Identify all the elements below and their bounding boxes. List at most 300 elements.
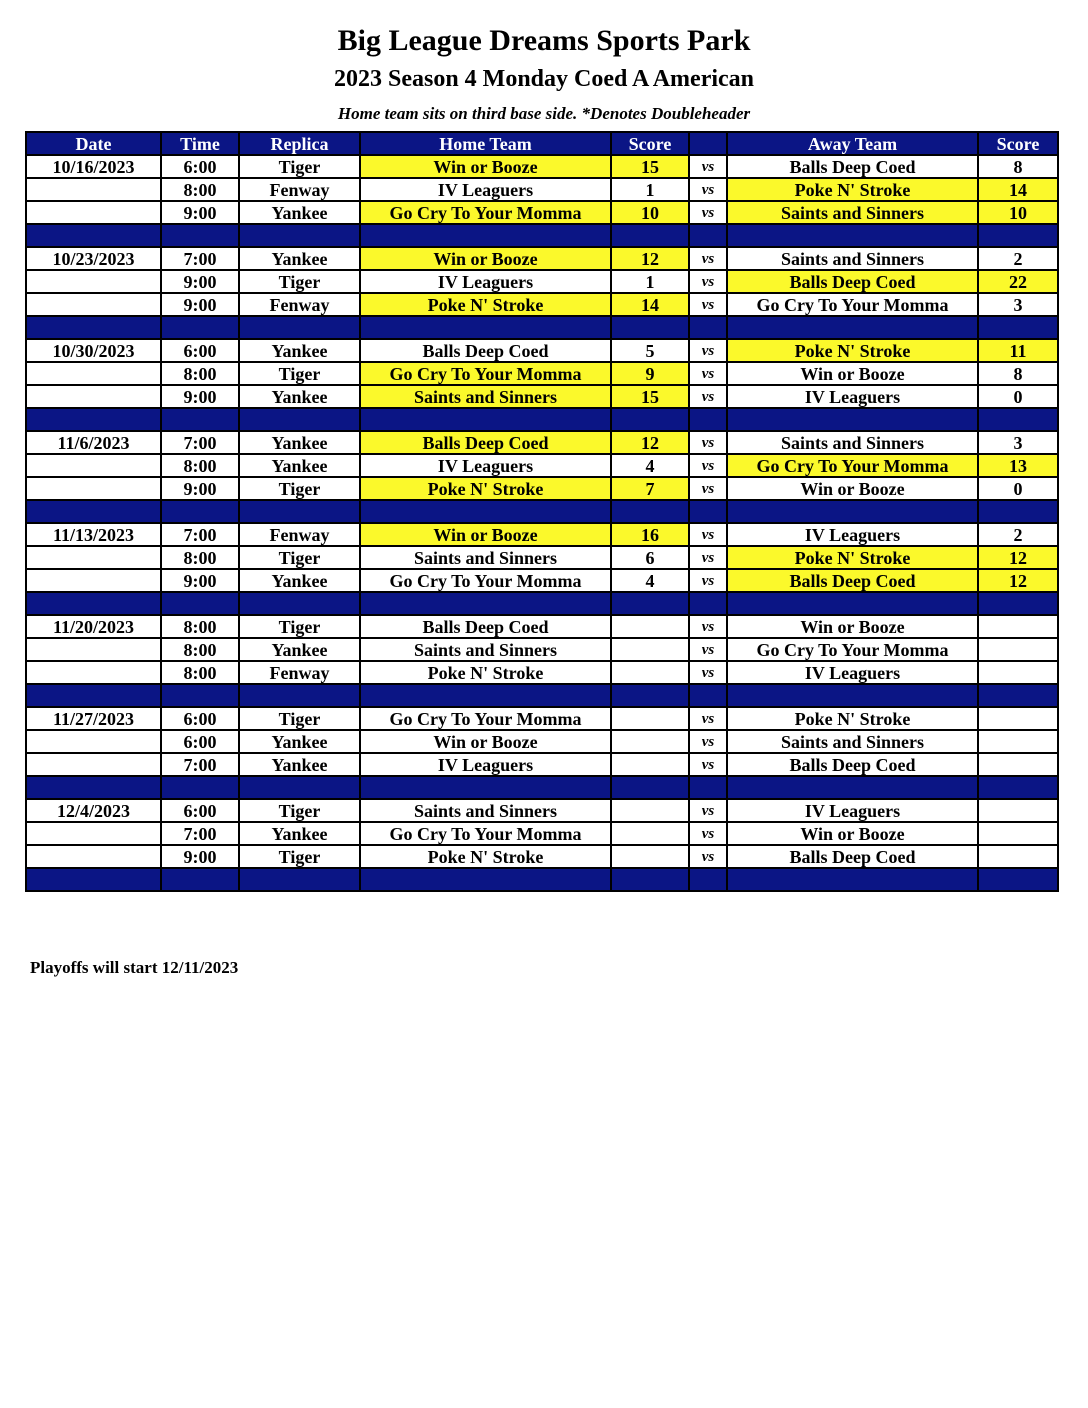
game-replica: Yankee bbox=[239, 431, 360, 454]
week-separator-row bbox=[26, 408, 1058, 431]
game-row bbox=[26, 523, 1058, 546]
game-replica: Yankee bbox=[239, 385, 360, 408]
away-team: Balls Deep Coed bbox=[727, 753, 978, 776]
home-score: 4 bbox=[611, 454, 689, 477]
col-home-team-header: Home Team bbox=[360, 132, 611, 155]
separator-cell bbox=[161, 408, 239, 431]
home-team: Poke N' Stroke bbox=[360, 293, 611, 316]
away-team: IV Leaguers bbox=[727, 661, 978, 684]
week-separator-row bbox=[26, 776, 1058, 799]
week-separator-row bbox=[26, 500, 1058, 523]
away-score bbox=[978, 845, 1058, 868]
separator-cell bbox=[161, 868, 239, 891]
separator-cell bbox=[161, 224, 239, 247]
away-score: 0 bbox=[978, 477, 1058, 500]
game-replica: Tiger bbox=[239, 707, 360, 730]
game-time: 9:00 bbox=[161, 845, 239, 868]
away-team: Balls Deep Coed bbox=[727, 270, 978, 293]
separator-cell bbox=[239, 316, 360, 339]
home-score: 5 bbox=[611, 339, 689, 362]
game-date bbox=[26, 178, 161, 201]
game-replica: Yankee bbox=[239, 454, 360, 477]
away-team: Poke N' Stroke bbox=[727, 339, 978, 362]
home-score: 4 bbox=[611, 569, 689, 592]
game-replica: Tiger bbox=[239, 155, 360, 178]
game-replica: Yankee bbox=[239, 753, 360, 776]
vs-label: vs bbox=[689, 546, 727, 569]
game-time: 6:00 bbox=[161, 339, 239, 362]
vs-label: vs bbox=[689, 293, 727, 316]
game-time: 9:00 bbox=[161, 293, 239, 316]
home-score: 16 bbox=[611, 523, 689, 546]
away-team: Saints and Sinners bbox=[727, 247, 978, 270]
home-score: 14 bbox=[611, 293, 689, 316]
separator-cell bbox=[26, 224, 161, 247]
home-score bbox=[611, 707, 689, 730]
game-time: 8:00 bbox=[161, 638, 239, 661]
game-time: 9:00 bbox=[161, 477, 239, 500]
separator-cell bbox=[689, 684, 727, 707]
away-team: Win or Booze bbox=[727, 362, 978, 385]
away-score: 12 bbox=[978, 546, 1058, 569]
away-score bbox=[978, 822, 1058, 845]
vs-label: vs bbox=[689, 661, 727, 684]
separator-cell bbox=[727, 684, 978, 707]
separator-cell bbox=[360, 316, 611, 339]
home-team: Balls Deep Coed bbox=[360, 431, 611, 454]
game-time: 7:00 bbox=[161, 523, 239, 546]
game-date: 11/20/2023 bbox=[26, 615, 161, 638]
home-score: 15 bbox=[611, 155, 689, 178]
home-score bbox=[611, 753, 689, 776]
separator-cell bbox=[26, 408, 161, 431]
separator-cell bbox=[978, 684, 1058, 707]
separator-cell bbox=[239, 408, 360, 431]
game-row bbox=[26, 201, 1058, 224]
game-time: 9:00 bbox=[161, 385, 239, 408]
game-date bbox=[26, 270, 161, 293]
week-separator-row bbox=[26, 224, 1058, 247]
away-team: IV Leaguers bbox=[727, 385, 978, 408]
vs-label: vs bbox=[689, 247, 727, 270]
away-score bbox=[978, 799, 1058, 822]
away-score: 2 bbox=[978, 247, 1058, 270]
home-score bbox=[611, 730, 689, 753]
separator-cell bbox=[26, 592, 161, 615]
separator-cell bbox=[727, 500, 978, 523]
game-date bbox=[26, 730, 161, 753]
col-date-header: Date bbox=[26, 132, 161, 155]
game-replica: Fenway bbox=[239, 293, 360, 316]
game-time: 8:00 bbox=[161, 661, 239, 684]
home-score bbox=[611, 822, 689, 845]
game-date: 10/16/2023 bbox=[26, 155, 161, 178]
game-time: 7:00 bbox=[161, 822, 239, 845]
schedule-table bbox=[25, 131, 1059, 892]
game-time: 7:00 bbox=[161, 247, 239, 270]
game-row bbox=[26, 454, 1058, 477]
game-replica: Tiger bbox=[239, 477, 360, 500]
separator-cell bbox=[727, 592, 978, 615]
game-time: 8:00 bbox=[161, 615, 239, 638]
away-team: Win or Booze bbox=[727, 822, 978, 845]
away-team: Balls Deep Coed bbox=[727, 155, 978, 178]
game-row bbox=[26, 477, 1058, 500]
vs-label: vs bbox=[689, 477, 727, 500]
separator-cell bbox=[978, 500, 1058, 523]
separator-cell bbox=[161, 592, 239, 615]
home-team: Win or Booze bbox=[360, 523, 611, 546]
game-time: 9:00 bbox=[161, 201, 239, 224]
away-score: 14 bbox=[978, 178, 1058, 201]
vs-label: vs bbox=[689, 799, 727, 822]
separator-cell bbox=[26, 500, 161, 523]
game-replica: Fenway bbox=[239, 178, 360, 201]
game-time: 8:00 bbox=[161, 454, 239, 477]
vs-label: vs bbox=[689, 822, 727, 845]
game-replica: Fenway bbox=[239, 661, 360, 684]
game-date: 11/6/2023 bbox=[26, 431, 161, 454]
game-row bbox=[26, 638, 1058, 661]
game-date bbox=[26, 661, 161, 684]
separator-cell bbox=[978, 316, 1058, 339]
home-team: IV Leaguers bbox=[360, 753, 611, 776]
away-team: Saints and Sinners bbox=[727, 730, 978, 753]
game-time: 6:00 bbox=[161, 799, 239, 822]
game-row bbox=[26, 178, 1058, 201]
game-date bbox=[26, 385, 161, 408]
away-score: 2 bbox=[978, 523, 1058, 546]
vs-label: vs bbox=[689, 845, 727, 868]
page-title: Big League Dreams Sports Park bbox=[337, 24, 751, 57]
separator-cell bbox=[26, 316, 161, 339]
away-score: 3 bbox=[978, 431, 1058, 454]
separator-cell bbox=[727, 868, 978, 891]
game-date bbox=[26, 454, 161, 477]
week-separator-row bbox=[26, 684, 1058, 707]
away-team: Poke N' Stroke bbox=[727, 707, 978, 730]
game-row bbox=[26, 247, 1058, 270]
separator-cell bbox=[689, 316, 727, 339]
game-date: 11/13/2023 bbox=[26, 523, 161, 546]
away-team: Poke N' Stroke bbox=[727, 546, 978, 569]
game-row bbox=[26, 362, 1058, 385]
away-team: IV Leaguers bbox=[727, 799, 978, 822]
separator-cell bbox=[161, 776, 239, 799]
game-replica: Yankee bbox=[239, 638, 360, 661]
vs-label: vs bbox=[689, 201, 727, 224]
separator-cell bbox=[360, 592, 611, 615]
game-date: 11/27/2023 bbox=[26, 707, 161, 730]
col-away-score-header: Score bbox=[978, 132, 1058, 155]
away-score bbox=[978, 661, 1058, 684]
away-score: 22 bbox=[978, 270, 1058, 293]
separator-cell bbox=[239, 776, 360, 799]
home-score: 10 bbox=[611, 201, 689, 224]
away-score bbox=[978, 707, 1058, 730]
home-team: Balls Deep Coed bbox=[360, 339, 611, 362]
game-replica: Yankee bbox=[239, 569, 360, 592]
game-replica: Yankee bbox=[239, 339, 360, 362]
away-team: Poke N' Stroke bbox=[727, 178, 978, 201]
separator-cell bbox=[239, 592, 360, 615]
home-team: Win or Booze bbox=[360, 730, 611, 753]
game-replica: Yankee bbox=[239, 201, 360, 224]
separator-cell bbox=[978, 224, 1058, 247]
game-date bbox=[26, 753, 161, 776]
game-row bbox=[26, 339, 1058, 362]
separator-cell bbox=[360, 776, 611, 799]
game-row bbox=[26, 293, 1058, 316]
separator-cell bbox=[161, 316, 239, 339]
home-team: Saints and Sinners bbox=[360, 638, 611, 661]
home-team: Saints and Sinners bbox=[360, 385, 611, 408]
game-row bbox=[26, 845, 1058, 868]
home-team: Go Cry To Your Momma bbox=[360, 822, 611, 845]
separator-cell bbox=[161, 684, 239, 707]
game-date: 12/4/2023 bbox=[26, 799, 161, 822]
game-replica: Tiger bbox=[239, 845, 360, 868]
game-date bbox=[26, 845, 161, 868]
home-score: 9 bbox=[611, 362, 689, 385]
home-score: 12 bbox=[611, 431, 689, 454]
separator-cell bbox=[360, 408, 611, 431]
game-replica: Tiger bbox=[239, 615, 360, 638]
home-score: 12 bbox=[611, 247, 689, 270]
col-time-header: Time bbox=[161, 132, 239, 155]
header-row bbox=[26, 132, 1058, 155]
separator-cell bbox=[978, 592, 1058, 615]
game-row bbox=[26, 615, 1058, 638]
vs-label: vs bbox=[689, 569, 727, 592]
separator-cell bbox=[727, 776, 978, 799]
away-team: Go Cry To Your Momma bbox=[727, 638, 978, 661]
separator-cell bbox=[360, 868, 611, 891]
separator-cell bbox=[689, 224, 727, 247]
game-date bbox=[26, 638, 161, 661]
separator-cell bbox=[689, 592, 727, 615]
separator-cell bbox=[26, 776, 161, 799]
separator-cell bbox=[239, 224, 360, 247]
home-score: 6 bbox=[611, 546, 689, 569]
col-away-team-header: Away Team bbox=[727, 132, 978, 155]
game-date bbox=[26, 477, 161, 500]
vs-label: vs bbox=[689, 155, 727, 178]
game-date bbox=[26, 362, 161, 385]
separator-cell bbox=[611, 684, 689, 707]
game-replica: Tiger bbox=[239, 799, 360, 822]
away-team: Go Cry To Your Momma bbox=[727, 454, 978, 477]
away-score: 0 bbox=[978, 385, 1058, 408]
away-score bbox=[978, 638, 1058, 661]
home-score bbox=[611, 615, 689, 638]
vs-label: vs bbox=[689, 523, 727, 546]
away-team: Win or Booze bbox=[727, 615, 978, 638]
home-team: Poke N' Stroke bbox=[360, 477, 611, 500]
separator-cell bbox=[727, 224, 978, 247]
game-row bbox=[26, 799, 1058, 822]
game-time: 6:00 bbox=[161, 707, 239, 730]
game-replica: Tiger bbox=[239, 362, 360, 385]
home-team: Balls Deep Coed bbox=[360, 615, 611, 638]
week-separator-row bbox=[26, 592, 1058, 615]
away-score bbox=[978, 753, 1058, 776]
separator-cell bbox=[978, 776, 1058, 799]
col-home-score-header: Score bbox=[611, 132, 689, 155]
game-row bbox=[26, 753, 1058, 776]
away-score: 13 bbox=[978, 454, 1058, 477]
week-separator-row bbox=[26, 316, 1058, 339]
col-replica-header: Replica bbox=[239, 132, 360, 155]
separator-cell bbox=[689, 500, 727, 523]
vs-label: vs bbox=[689, 638, 727, 661]
separator-cell bbox=[239, 500, 360, 523]
game-date bbox=[26, 546, 161, 569]
home-team: Saints and Sinners bbox=[360, 546, 611, 569]
home-team: IV Leaguers bbox=[360, 270, 611, 293]
separator-cell bbox=[360, 500, 611, 523]
game-replica: Yankee bbox=[239, 247, 360, 270]
game-time: 9:00 bbox=[161, 569, 239, 592]
separator-cell bbox=[689, 776, 727, 799]
separator-cell bbox=[239, 684, 360, 707]
away-team: Win or Booze bbox=[727, 477, 978, 500]
game-time: 8:00 bbox=[161, 178, 239, 201]
away-score bbox=[978, 730, 1058, 753]
game-time: 6:00 bbox=[161, 155, 239, 178]
separator-cell bbox=[360, 224, 611, 247]
home-score: 1 bbox=[611, 270, 689, 293]
away-score bbox=[978, 615, 1058, 638]
vs-label: vs bbox=[689, 385, 727, 408]
separator-cell bbox=[26, 868, 161, 891]
week-separator-row bbox=[26, 868, 1058, 891]
separator-cell bbox=[689, 408, 727, 431]
home-score bbox=[611, 799, 689, 822]
separator-cell bbox=[611, 592, 689, 615]
separator-cell bbox=[611, 316, 689, 339]
separator-cell bbox=[611, 776, 689, 799]
page-subtitle: 2023 Season 4 Monday Coed A American bbox=[333, 66, 755, 92]
separator-cell bbox=[978, 408, 1058, 431]
game-time: 9:00 bbox=[161, 270, 239, 293]
home-team: Go Cry To Your Momma bbox=[360, 569, 611, 592]
home-team: Poke N' Stroke bbox=[360, 661, 611, 684]
separator-cell bbox=[611, 868, 689, 891]
away-score: 10 bbox=[978, 201, 1058, 224]
game-time: 7:00 bbox=[161, 753, 239, 776]
game-row bbox=[26, 546, 1058, 569]
home-score: 7 bbox=[611, 477, 689, 500]
separator-cell bbox=[239, 868, 360, 891]
page-note: Home team sits on third base side. *Denotes Doubleheader bbox=[337, 104, 751, 123]
home-team: IV Leaguers bbox=[360, 454, 611, 477]
col-vs-header bbox=[689, 132, 727, 155]
home-team: Win or Booze bbox=[360, 247, 611, 270]
separator-cell bbox=[611, 224, 689, 247]
home-team: IV Leaguers bbox=[360, 178, 611, 201]
home-score bbox=[611, 638, 689, 661]
separator-cell bbox=[161, 500, 239, 523]
vs-label: vs bbox=[689, 339, 727, 362]
separator-cell bbox=[26, 684, 161, 707]
vs-label: vs bbox=[689, 270, 727, 293]
playoffs-note: Playoffs will start 12/11/2023 bbox=[30, 958, 239, 977]
home-score: 15 bbox=[611, 385, 689, 408]
vs-label: vs bbox=[689, 707, 727, 730]
vs-label: vs bbox=[689, 730, 727, 753]
game-replica: Tiger bbox=[239, 270, 360, 293]
game-time: 6:00 bbox=[161, 730, 239, 753]
game-row bbox=[26, 270, 1058, 293]
away-score: 3 bbox=[978, 293, 1058, 316]
game-replica: Tiger bbox=[239, 546, 360, 569]
game-replica: Fenway bbox=[239, 523, 360, 546]
game-date bbox=[26, 293, 161, 316]
game-row bbox=[26, 730, 1058, 753]
game-time: 8:00 bbox=[161, 546, 239, 569]
vs-label: vs bbox=[689, 431, 727, 454]
game-time: 8:00 bbox=[161, 362, 239, 385]
away-team: Balls Deep Coed bbox=[727, 569, 978, 592]
home-score: 1 bbox=[611, 178, 689, 201]
game-replica: Yankee bbox=[239, 730, 360, 753]
away-team: Saints and Sinners bbox=[727, 201, 978, 224]
home-team: Go Cry To Your Momma bbox=[360, 362, 611, 385]
game-date bbox=[26, 569, 161, 592]
game-date: 10/30/2023 bbox=[26, 339, 161, 362]
separator-cell bbox=[727, 316, 978, 339]
separator-cell bbox=[611, 500, 689, 523]
home-team: Saints and Sinners bbox=[360, 799, 611, 822]
game-row bbox=[26, 155, 1058, 178]
game-date bbox=[26, 201, 161, 224]
game-date bbox=[26, 822, 161, 845]
game-row bbox=[26, 707, 1058, 730]
home-team: Go Cry To Your Momma bbox=[360, 707, 611, 730]
game-row bbox=[26, 822, 1058, 845]
separator-cell bbox=[611, 408, 689, 431]
separator-cell bbox=[978, 868, 1058, 891]
separator-cell bbox=[689, 868, 727, 891]
away-score: 12 bbox=[978, 569, 1058, 592]
away-team: Go Cry To Your Momma bbox=[727, 293, 978, 316]
home-team: Poke N' Stroke bbox=[360, 845, 611, 868]
away-team: Saints and Sinners bbox=[727, 431, 978, 454]
away-team: IV Leaguers bbox=[727, 523, 978, 546]
away-team: Balls Deep Coed bbox=[727, 845, 978, 868]
game-row bbox=[26, 431, 1058, 454]
game-replica: Yankee bbox=[239, 822, 360, 845]
vs-label: vs bbox=[689, 615, 727, 638]
away-score: 8 bbox=[978, 362, 1058, 385]
away-score: 11 bbox=[978, 339, 1058, 362]
game-row bbox=[26, 661, 1058, 684]
game-row bbox=[26, 569, 1058, 592]
separator-cell bbox=[727, 408, 978, 431]
away-score: 8 bbox=[978, 155, 1058, 178]
vs-label: vs bbox=[689, 178, 727, 201]
home-team: Win or Booze bbox=[360, 155, 611, 178]
home-score bbox=[611, 661, 689, 684]
vs-label: vs bbox=[689, 362, 727, 385]
game-time: 7:00 bbox=[161, 431, 239, 454]
game-date: 10/23/2023 bbox=[26, 247, 161, 270]
game-row bbox=[26, 385, 1058, 408]
vs-label: vs bbox=[689, 753, 727, 776]
vs-label: vs bbox=[689, 454, 727, 477]
home-score bbox=[611, 845, 689, 868]
